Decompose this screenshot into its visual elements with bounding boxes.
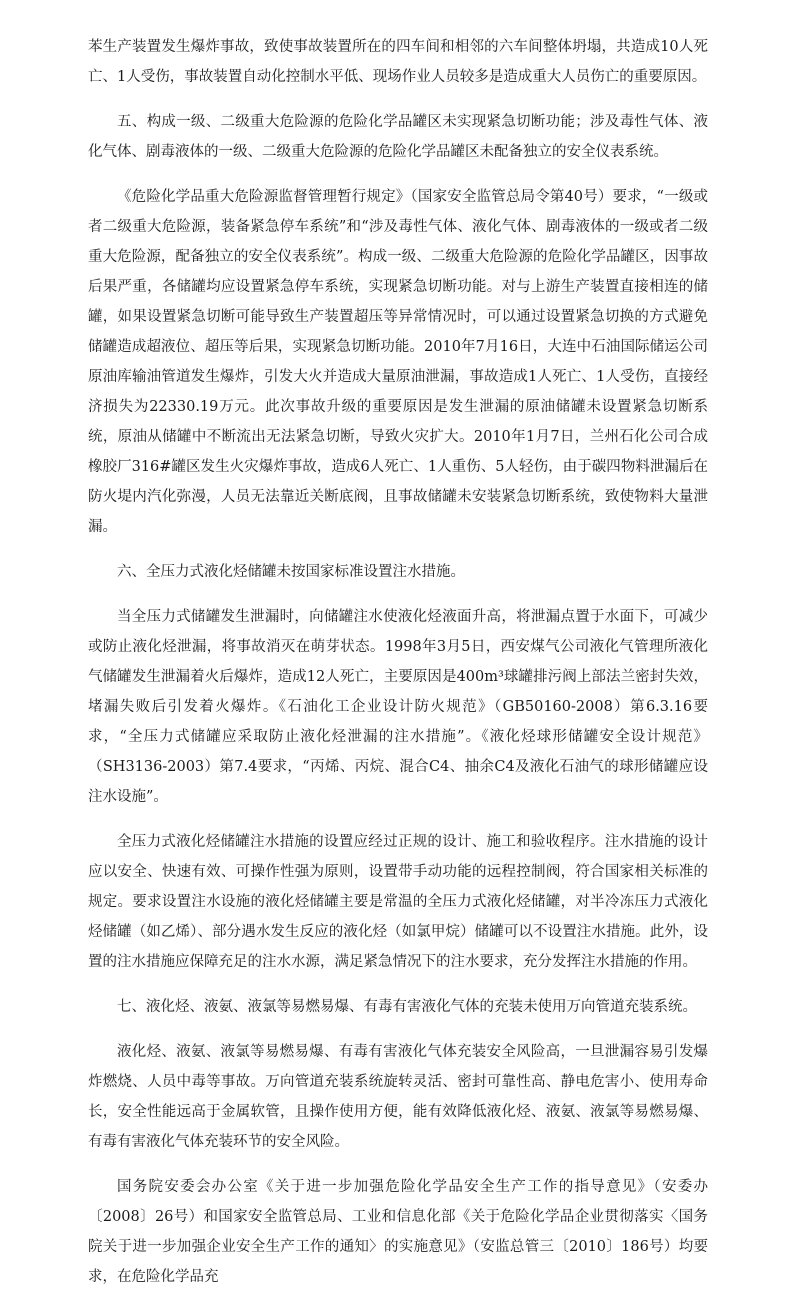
paragraph-4-heading-six: 六、全压力式液化烃储罐未按国家标准设置注水措施。 xyxy=(117,564,465,580)
paragraph-3: 《危险化学品重大危险源监督管理暂行规定》（国家安全监管总局令第40号）要求，“一级或者二级重大危险源，装备紧急停车系统”和“涉及毒性气体、液化气体、剧毒液体的一级或者二级重大危险源，配备独立的安全仪表系统”。构成一级、二级重大危险源的危险化学品罐区，因事故后果严重，各储罐均应设置紧急停车系统，实现紧急切断功能。对与上游生产装置直接相连的储罐，如果设置紧急切断可能导致生产装置超压等异常情况时，可以通过设置紧急切换的方式避免储罐造成超液位、超压等后果，实现紧急切断功能。2010年7月16日，大连中石油国际储运公司原油库输油管道发生爆炸，引发大火并造成大量原油泄漏，事故造成1人死亡、1人受伤，直接经济损失为22330.19万元。此次事故升级的重要原因是发生泄漏的原油储罐未设置紧急切断系统，原油从储罐中不断流出无法紧急切断，导致火灾扩大。2010年1月7日，兰州石化公司合成橡胶厂316#罐区发生火灾爆炸事故，造成6人死亡、1人重伤、5人轻伤，由于碳四物料泄漏后在防火堤内汽化弥漫，人员无法靠近关断底阀，且事故储罐未安装紧急切断系统，致使物料大量泄漏。 xyxy=(88,189,708,535)
paragraph-2-heading-five: 五、构成一级、二级重大危险源的危险化学品罐区未实现紧急切断功能；涉及毒性气体、液化气体、剧毒液体的一级、二级重大危险源的危险化学品罐区未配备独立的安全仪表系统。 xyxy=(88,114,708,160)
document-body xyxy=(88,32,708,1307)
paragraph-7-heading-seven: 七、液化烃、液氨、液氯等易燃易爆、有毒有害液化气体的充装未使用万向管道充装系统。 xyxy=(117,999,697,1015)
paragraph-6: 全压力式液化烃储罐注水措施的设置应经过正规的设计、施工和验收程序。注水措施的设计应以安全、快速有效、可操作性强为原则，设置带手动功能的远程控制阀，符合国家相关标准的规定。要求设置注水设施的液化烃储罐主要是常温的全压力式液化烃储罐，对半冷冻压力式液化烃储罐（如乙烯）、部分遇水发生反应的液化烃（如氯甲烷）储罐可以不设置注水措施。此外，设置的注水措施应保障充足的注水水源，满足紧急情况下的注水要求，充分发挥注水措施的作用。 xyxy=(88,834,708,970)
paragraph-1: 苯生产装置发生爆炸事故，致使事故装置所在的四车间和相邻的六车间整体坍塌，共造成10人死亡、1人受伤，事故装置自动化控制水平低、现场作业人员较多是造成重大人员伤亡的重要原因。 xyxy=(88,39,708,85)
paragraph-5: 当全压力式储罐发生泄漏时，向储罐注水使液化烃液面升高，将泄漏点置于水面下，可减少或防止液化烃泄漏，将事故消灭在萌芽状态。1998年3月5日，西安煤气公司液化气管理所液化气储罐发生泄漏着火后爆炸，造成12人死亡，主要原因是400m³球罐排污阀上部法兰密封失效，堵漏失败后引发着火爆炸。《石油化工企业设计防火规范》（GB50160-2008）第6.3.16要求，“全压力式储罐应采取防止液化烃泄漏的注水措施”。《液化烃球形储罐安全设计规范》（SH3136-2003）第7.4要求，“丙烯、丙烷、混合C4、抽余C4及液化石油气的球形储罐应设注水设施”。 xyxy=(88,609,708,805)
paragraph-8: 液化烃、液氨、液氯等易燃易爆、有毒有害液化气体充装安全风险高，一旦泄漏容易引发爆炸燃烧、人员中毒等事故。万向管道充装系统旋转灵活、密封可靠性高、静电危害小、使用寿命长，安全性能远高于金属软管，且操作使用方便，能有效降低液化烃、液氨、液氯等易燃易爆、有毒有害液化气体充装环节的安全风险。 xyxy=(88,1044,708,1150)
paragraph-9: 国务院安委会办公室《关于进一步加强危险化学品安全生产工作的指导意见》（安委办〔2008〕26号）和国家安全监管总局、工业和信息化部《关于危险化学品企业贯彻落实〈国务院关于进一步加强企业安全生产工作的通知〉的实施意见》（安监总管三〔2010〕186号）均要求，在危险化学品充 xyxy=(88,1179,708,1285)
